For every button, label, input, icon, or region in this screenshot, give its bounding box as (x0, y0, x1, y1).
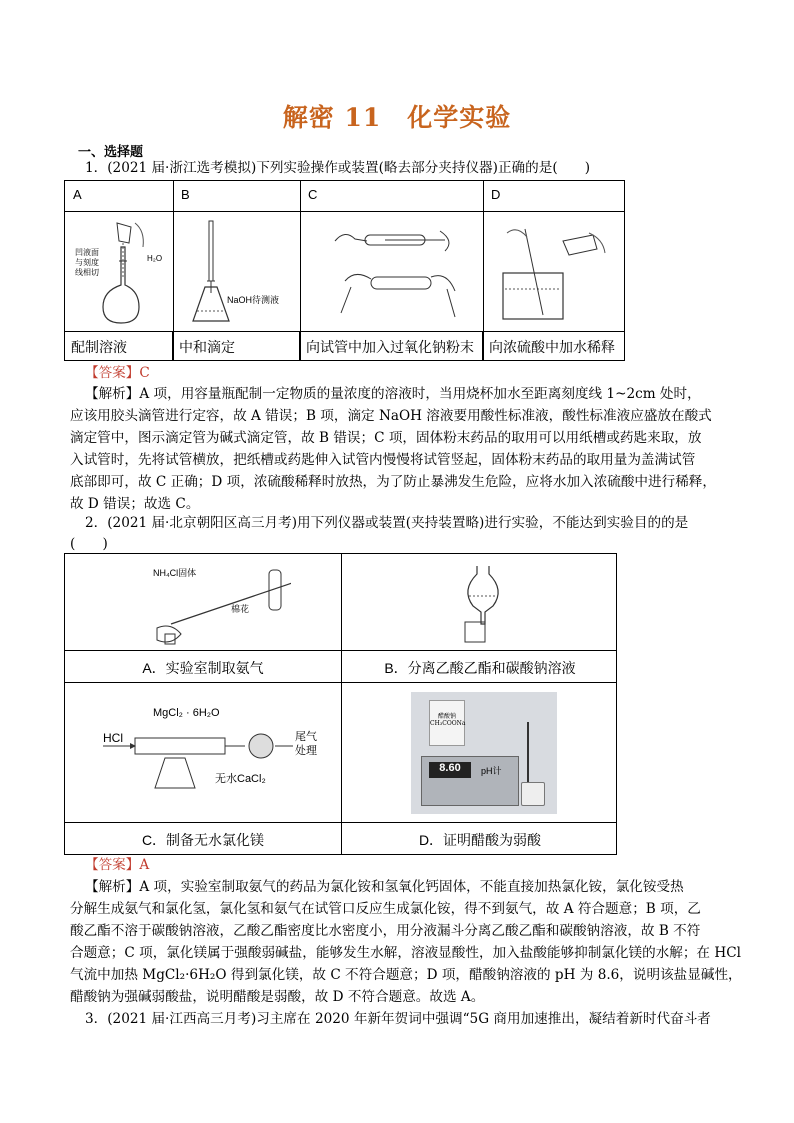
q1-option-b-caption: 中和滴定 (173, 331, 300, 361)
q2-options-table (64, 553, 617, 855)
q2-analysis-line6: 醋酸钠为强碱弱酸盐，说明醋酸是弱酸，故 D 不符合题意。故选 A。 (70, 989, 485, 1005)
q2-c-label5: 无水CaCl₂ (215, 773, 266, 785)
q1-analysis-line6: 故 D 错误；故选 C。 (70, 496, 200, 512)
q1-option-b-letter: B (181, 187, 190, 202)
q1-analysis-line4: 入试管时，先将试管横放，把纸槽或药匙伸入试管内慢慢将试管竖起，固体粉末药品的取用量为盖满试管 (70, 452, 696, 468)
q1-a-label2: 与刻度 (75, 258, 99, 267)
page-title: 解密 11 化学实验 (282, 103, 512, 132)
q1-option-d-letter: D (491, 187, 501, 202)
q2-stem-line2: ( ) (70, 536, 108, 552)
q2-c-label3: 尾气 (295, 731, 317, 743)
q1-option-c-figure (315, 221, 475, 327)
q2-option-c-figure (95, 688, 335, 818)
q1-analysis-line5: 底部即可，故 C 正确；D 项，浓硫酸稀释时放热，为了防止暴沸发生危险，应将水加入浓硫酸中进行稀释， (70, 474, 716, 490)
q2-c-label4: 处理 (295, 745, 317, 757)
q1-analysis-line2: 应该用胶头滴管进行定容，故 A 错误；B 项，滴定 NaOH 溶液要用酸性标准液，酸性标准液应盛放在酸式 (70, 408, 712, 424)
q3-stem: 3．(2021 届·江西高三月考)习主席在 2020 年新年贺词中强调“5G 商用加速推出，凝结着新时代奋斗者 (85, 1011, 711, 1027)
q2-analysis-line5: 气流中加热 MgCl₂·6H₂O 得到氯化镁，故 C 不符合题意；D 项，醋酸钠溶液的 pH 为 8.6，说明该盐显碱性， (70, 967, 742, 983)
q2-analysis-line2: 分解生成氨气和氯化氢，氯化氢和氨气在试管口反应生成氯化铵，得不到氨气，故 A 符合题意；B 项，乙 (70, 901, 701, 917)
q1-option-b-figure (183, 217, 293, 327)
q1-answer: 【答案】C (85, 365, 150, 381)
q1-option-c-letter: C (308, 187, 318, 202)
q1-option-d-caption: 向浓硫酸中加水稀释 (489, 340, 615, 356)
q1-option-a-letter: A (73, 187, 82, 202)
q2-a-label1: NH₄Cl固体 (153, 568, 197, 578)
q2-analysis-line1: 【解析】A 项，实验室制取氨气的药品为氯化铵和氢氧化钙固体，不能直接加热氯化铵，氯化铵受热 (85, 879, 684, 895)
q1-option-c-caption: 向试管中加入过氧化钠粉末 (300, 331, 483, 361)
q2-stem-line1: 2．(2021 届·北京朝阳区高三月考)用下列仪器或装置(夹持装置略)进行实验，不能达到实验目的的是 (85, 515, 689, 531)
q2-option-a-caption: A．实验室制取氨气 (142, 660, 264, 676)
q2-option-c-caption: C．制备无水氯化镁 (141, 832, 265, 848)
q2-option-a-figure (151, 562, 291, 648)
q1-a-label4: H₂O (147, 254, 163, 263)
q1-options-table (64, 180, 625, 361)
q1-b-label1: NaOH待测液 (227, 295, 280, 305)
q2-answer: 【答案】A (85, 857, 150, 873)
q1-analysis-line3: 滴定管中，图示滴定管为碱式滴定管，故 B 错误；C 项，固体粉末药品的取用可以用纸槽或药匙来取，放 (70, 430, 702, 446)
q2-d-label2: CH₃COONa (430, 720, 466, 727)
q2-c-label1: HCl (103, 731, 123, 745)
q2-option-d-caption: D．证明醋酸为弱酸 (418, 832, 542, 848)
q1-stem: 1．(2021 届·浙江选考模拟)下列实验操作或装置(略去部分夹持仪器)正确的是( ) (85, 160, 591, 176)
q1-option-a-figure (73, 217, 169, 327)
q2-d-label3: 8.60 (429, 762, 471, 778)
q2-analysis-line4: 合题意；C 项，氯化镁属于强酸弱碱盐，能够发生水解，溶液显酸性，加入盐酸能够抑制氯化镁的水解；在 HCl (70, 945, 741, 961)
q1-analysis-line1: 【解析】A 项，用容量瓶配制一定物质的量浓度的溶液时，当用烧杯加水至距离刻度线 1~2cm 处时， (85, 386, 701, 402)
q2-analysis-line3: 酸乙酯不溶于碳酸钠溶液，乙酸乙酯密度比水密度小，用分液漏斗分离乙酸乙酯和碳酸钠溶液，故 B 不符 (70, 923, 701, 939)
q1-a-label1: 凹液面 (75, 248, 99, 257)
q1-option-d-figure (493, 219, 619, 327)
q2-c-label2: MgCl₂ · 6H₂O (153, 707, 220, 719)
section-heading: 一、选择题 (78, 145, 144, 160)
q2-d-label4: pH计 (481, 766, 502, 776)
q2-option-b-figure (455, 560, 515, 646)
q2-a-label2: 棉花 (231, 604, 250, 614)
q1-a-label3: 线相切 (75, 268, 99, 277)
q2-option-d-figure (411, 692, 557, 814)
q2-option-b-caption: B．分离乙酸乙酯和碳酸钠溶液 (384, 660, 576, 676)
q1-option-a-caption: 配制溶液 (65, 331, 173, 361)
q2-d-label1: 醋酸钠 (437, 713, 456, 720)
